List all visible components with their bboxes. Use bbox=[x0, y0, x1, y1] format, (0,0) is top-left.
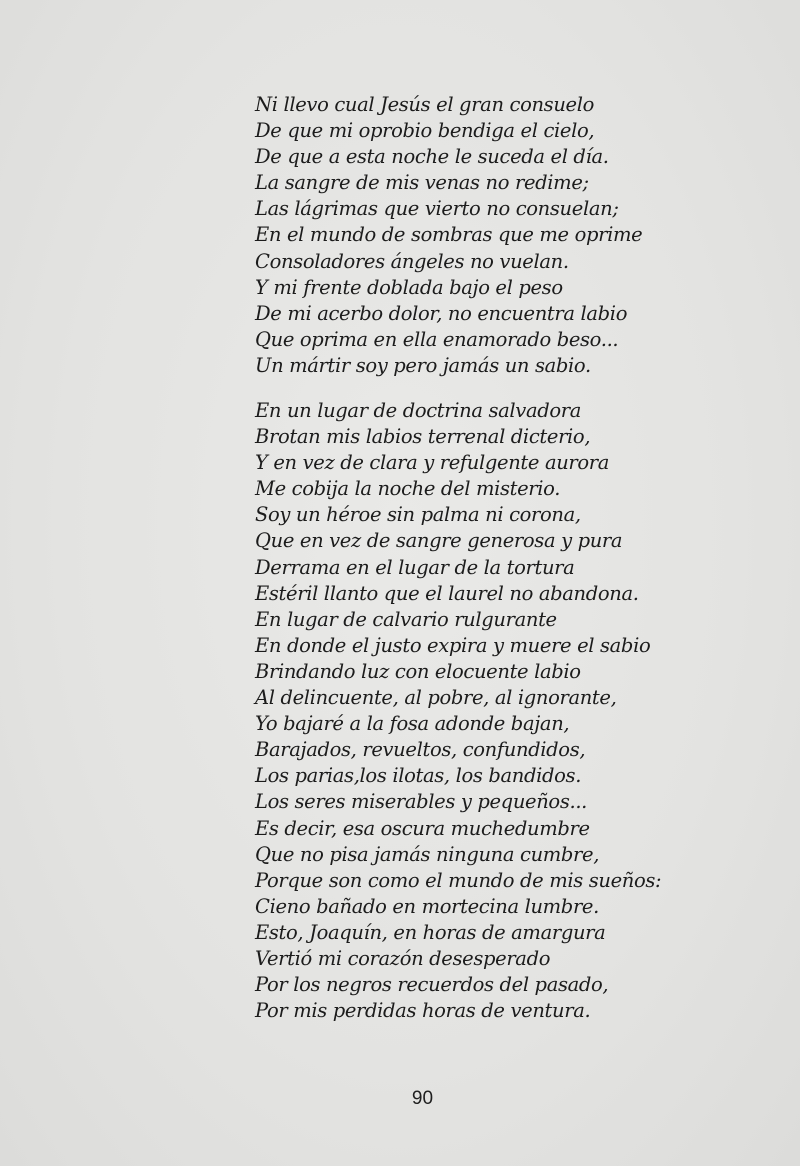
poem-line: Las lágrimas que vierto no consuelan; bbox=[255, 197, 619, 221]
poem-line: Un mártir soy pero jamás un sabio. bbox=[255, 353, 591, 377]
poem-stanza-2 bbox=[255, 398, 661, 1024]
poem-line: Estéril llanto que el laurel no abandona. bbox=[255, 581, 639, 605]
poem-line: Consoladores ángeles no vuelan. bbox=[255, 249, 569, 273]
poem-line: Los seres miserables y pequeños... bbox=[255, 790, 588, 814]
poem-line: Cieno bañado en mortecina lumbre. bbox=[255, 894, 599, 918]
poem-line: De que a esta noche le suceda el día. bbox=[255, 145, 609, 169]
poem-line: En el mundo de sombras que me oprime bbox=[255, 223, 643, 247]
poem-line: Yo bajaré a la fosa adonde bajan, bbox=[255, 712, 570, 736]
poem-line: Brotan mis labios terrenal dicterio, bbox=[255, 425, 591, 449]
poem-line: Esto, Joaquín, en horas de amargura bbox=[255, 920, 606, 944]
poem-line: Porque son como el mundo de mis sueños: bbox=[255, 868, 662, 892]
poem-line: Y en vez de clara y refulgente aurora bbox=[255, 451, 610, 475]
poem-line: Por los negros recuerdos del pasado, bbox=[255, 973, 609, 997]
poem-line: Soy un héroe sin palma ni corona, bbox=[255, 503, 581, 527]
poem-line: Que no pisa jamás ninguna cumbre, bbox=[255, 842, 600, 866]
poem-line: En lugar de calvario rulgurante bbox=[255, 607, 557, 631]
poem-line: Ni llevo cual Jesús el gran consuelo bbox=[255, 93, 595, 116]
poem-line: Por mis perdidas horas de ventura. bbox=[255, 999, 591, 1023]
poem-line: De mi acerbo dolor, no encuentra labio bbox=[255, 301, 628, 325]
poem-line: Los parias,los ilotas, los bandidos. bbox=[255, 764, 582, 788]
poem-stanza-1 bbox=[255, 92, 642, 379]
page-number: 90 bbox=[411, 1088, 434, 1109]
poem-line: La sangre de mis venas no redime; bbox=[255, 171, 589, 195]
poem-line: Es decir, esa oscura muchedumbre bbox=[255, 816, 590, 840]
poem-line: De que mi oprobio bendiga el cielo, bbox=[255, 119, 595, 143]
poem-line: Al delincuente, al pobre, al ignorante, bbox=[255, 686, 617, 710]
poem-line: Me cobija la noche del misterio. bbox=[255, 477, 561, 501]
poem-line: En un lugar de doctrina salvadora bbox=[255, 399, 582, 422]
poem-line: Que en vez de sangre generosa y pura bbox=[255, 529, 623, 553]
poem-line: Derrama en el lugar de la tortura bbox=[255, 555, 575, 579]
poem-line: Y mi frente doblada bajo el peso bbox=[255, 275, 563, 299]
poem-line: Vertió mi corazón desesperado bbox=[255, 946, 551, 970]
poem-line: Que oprima en ella enamorado beso... bbox=[255, 327, 619, 351]
poem-line: En donde el justo expira y muere el sabio bbox=[255, 633, 651, 657]
poem-line: Barajados, revueltos, confundidos, bbox=[255, 738, 586, 762]
poem-line: Brindando luz con elocuente labio bbox=[255, 659, 581, 683]
